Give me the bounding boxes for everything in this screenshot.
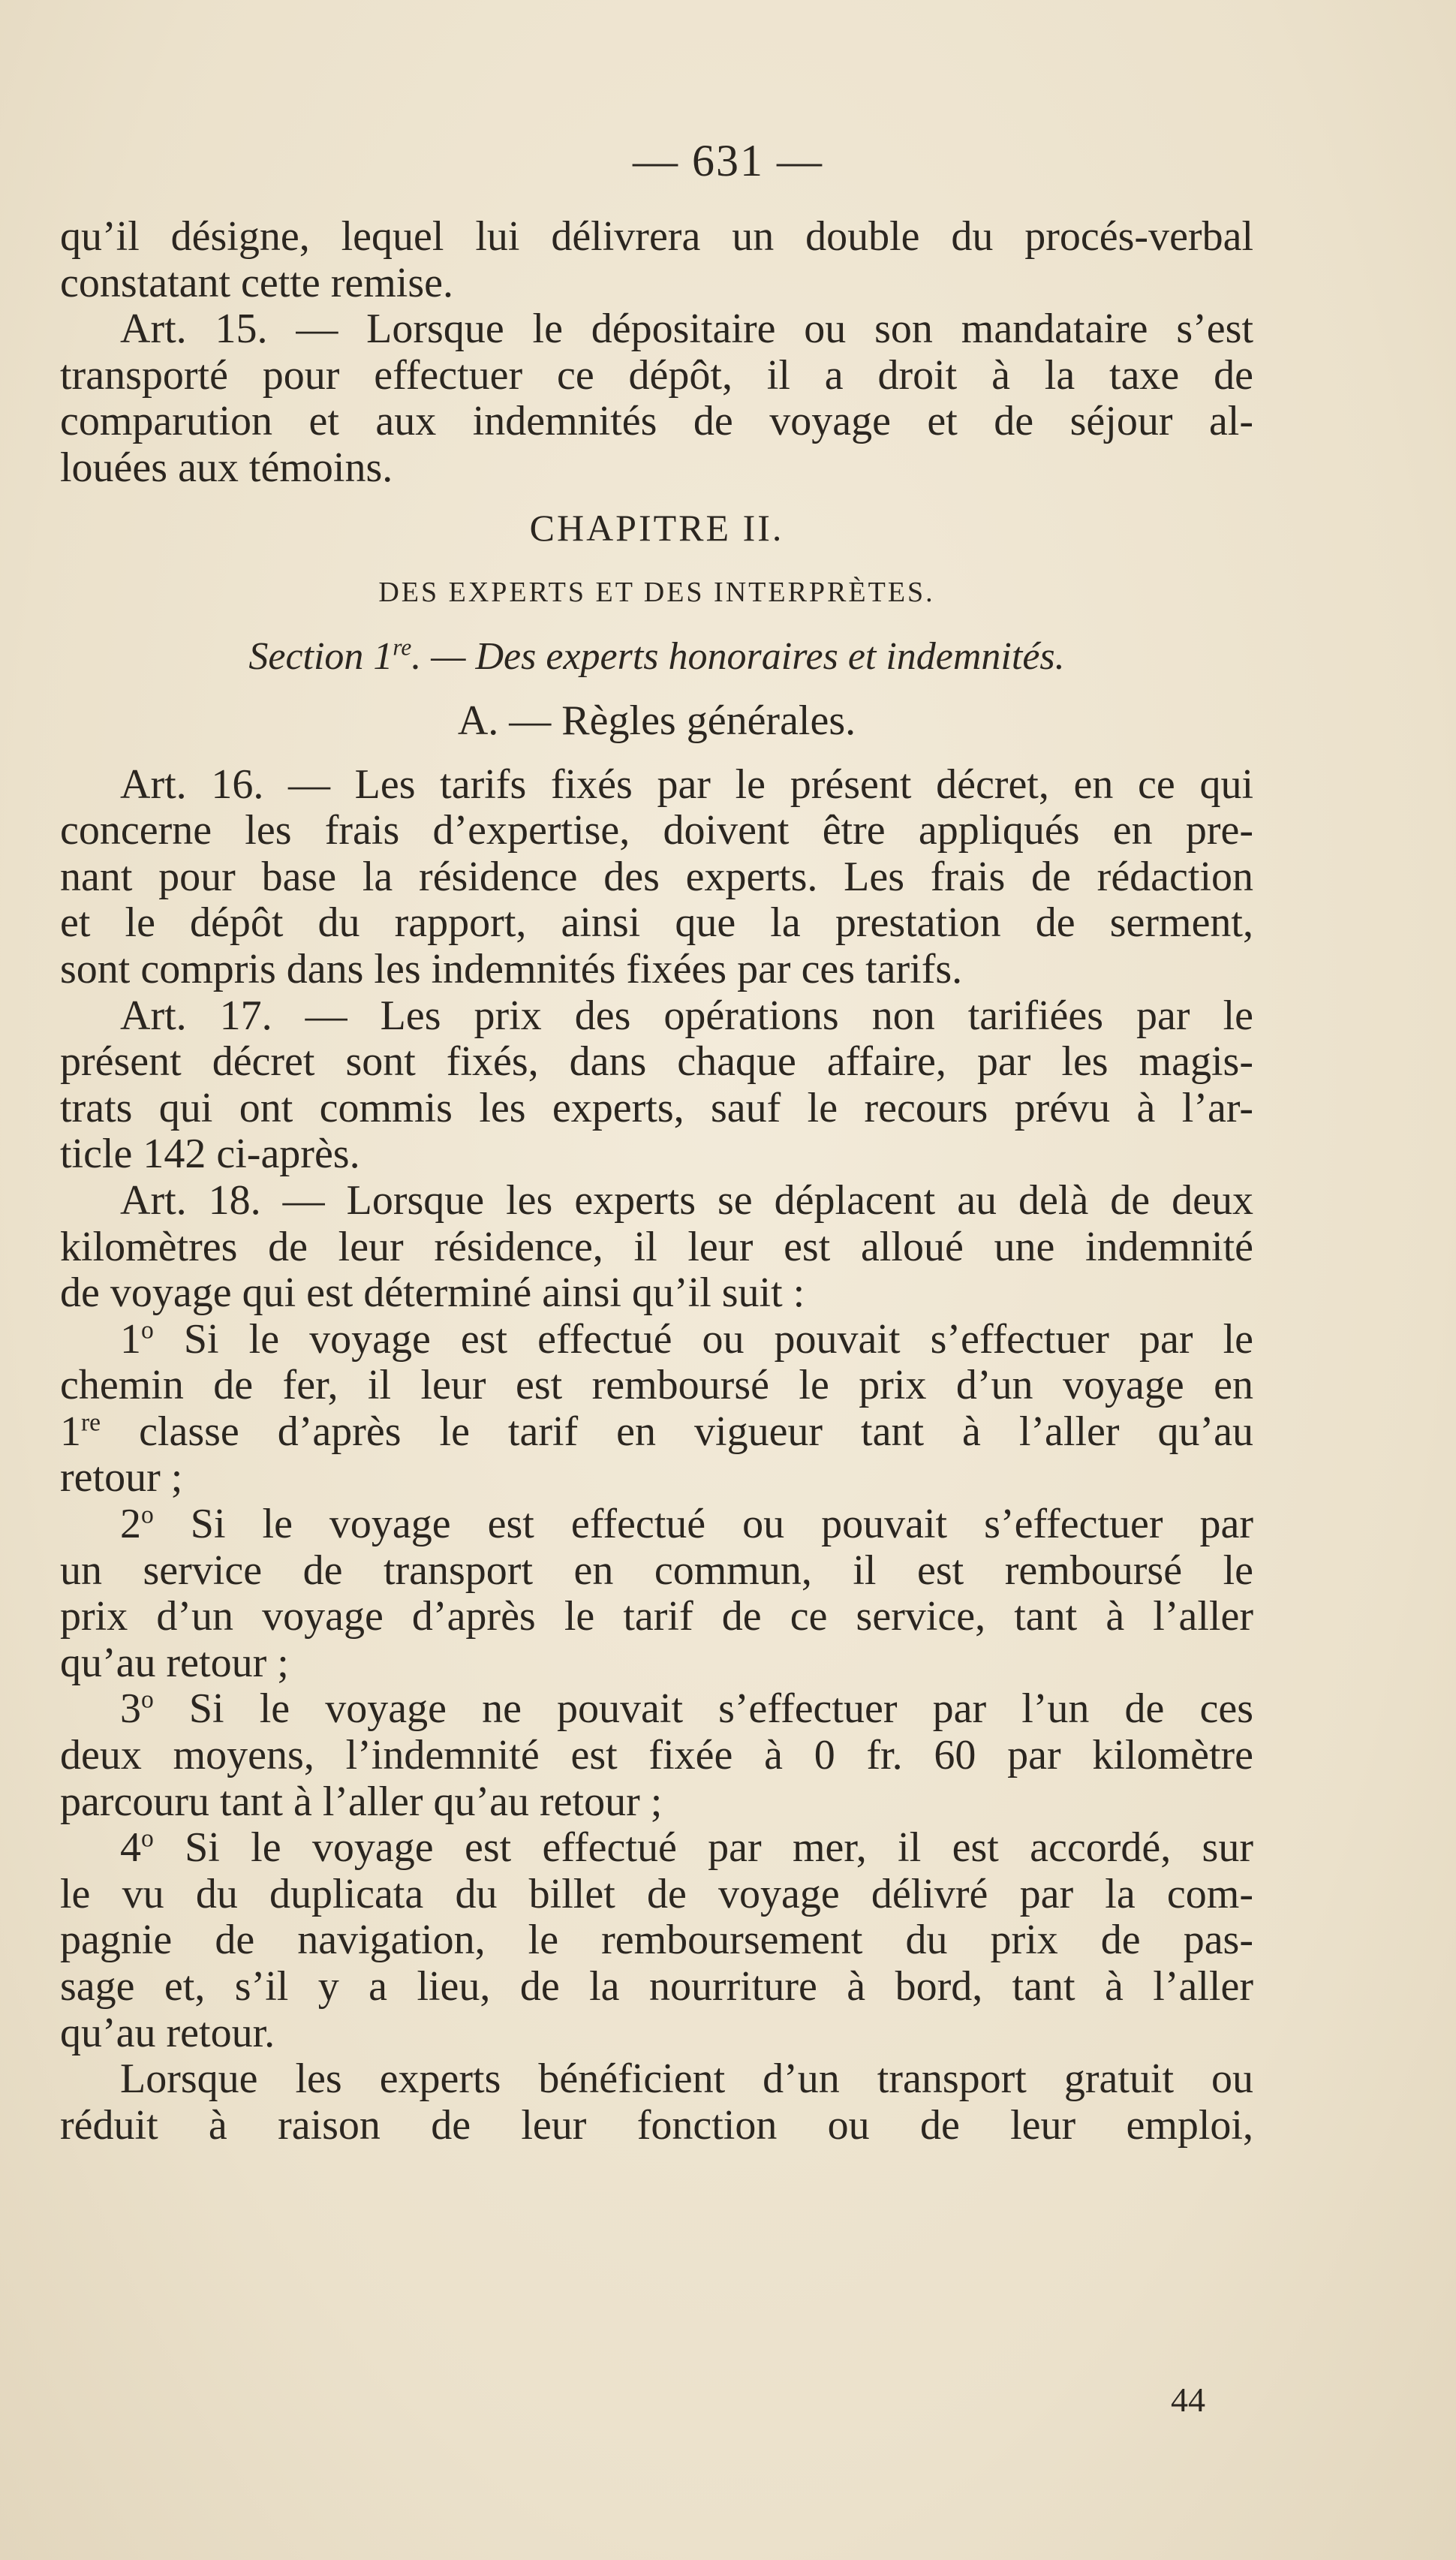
text-line: trats qui ont commis les experts, sauf le recours prévu à l’ar-: [60, 1084, 1253, 1131]
text-line: prix d’un voyage d’après le tarif de ce service, tant à l’aller: [60, 1593, 1253, 1640]
text-line: qu’il désigne, lequel lui délivrera un double du procés-verbal: [60, 213, 1253, 260]
text-line: sage et, s’il y a lieu, de la nourriture à bord, tant à l’aller: [60, 1963, 1253, 2010]
chapter-heading: CHAPITRE II.: [529, 506, 784, 549]
text-line: concerne les frais d’expertise, doivent être appliqués en pre-: [60, 807, 1253, 854]
class-number: 1: [60, 1408, 81, 1455]
text-line: le vu du duplicata du billet de voyage délivré par la com-: [60, 1870, 1253, 1917]
item-number: 4: [120, 1824, 141, 1872]
chapter-title: DES EXPERTS ET DES INTERPRÈTES.: [378, 576, 935, 608]
item-text: Si le voyage est effectué par mer, il est accordé, sur: [153, 1824, 1253, 1872]
item-text: Si le voyage ne pouvait s’effectuer par l’un de ces: [153, 1685, 1253, 1733]
item-number: 3: [120, 1685, 141, 1733]
text-line: Art. 18. — Lorsque les experts se déplacent au delà de deux: [120, 1176, 1253, 1224]
text-line: chemin de fer, il leur est remboursé le prix d’un voyage en: [60, 1362, 1253, 1409]
text-line: [60, 1686, 1253, 1733]
text-line: [60, 1317, 1253, 1363]
text-line: Art. 15. — Lorsque le dépositaire ou son mandataire s’est: [120, 306, 1253, 353]
item-text: Si le voyage est effectué ou pouvait s’effectuer par le: [153, 1315, 1253, 1363]
text-line: et le dépôt du rapport, ainsi que la prestation de serment,: [60, 899, 1253, 947]
item-number: 1: [120, 1315, 141, 1363]
text-line: pagnie de navigation, le remboursement du prix de pas-: [60, 1917, 1253, 1964]
text-line: ticle 142 ci-après.: [60, 1131, 360, 1178]
text-line: deux moyens, l’indemnité est fixée à 0 fr. 60 par kilomètre: [60, 1732, 1253, 1779]
class-number-sup: re: [81, 1408, 101, 1437]
body-text: [60, 214, 1253, 2149]
text-line: qu’au retour ;: [60, 1639, 289, 1686]
text-line: parcouru tant à l’aller qu’au retour ;: [60, 1778, 663, 1825]
signature-mark: 44: [1171, 2381, 1205, 2419]
text-line: comparution et aux indemnités de voyage et de séjour al-: [60, 398, 1253, 445]
text-line: nant pour base la résidence des experts. Les frais de rédaction: [60, 853, 1253, 900]
section-title-rest: . — Des experts honoraires et indemnités.: [411, 634, 1065, 678]
item-number-sup: o: [141, 1824, 154, 1853]
section-title: [60, 625, 1253, 688]
item-text: classe d’après le tarif en vigueur tant à l’aller qu’au: [101, 1408, 1253, 1455]
item-text: Si le voyage est effectué ou pouvait s’effectuer par: [153, 1501, 1253, 1548]
item-number: 2: [120, 1501, 141, 1548]
text-line: transporté pour effectuer ce dépôt, il a droit à la taxe de: [60, 351, 1253, 399]
section-title-sup: re: [393, 634, 412, 661]
text-line: Art. 17. — Les prix des opérations non tarifiées par le: [120, 992, 1253, 1039]
text-line: Lorsque les experts bénéficient d’un transport gratuit ou: [120, 2056, 1253, 2103]
subsection-title: A. — Règles générales.: [457, 697, 856, 744]
section-title-prefix: Section 1: [248, 634, 393, 678]
page-number: — 631 —: [633, 136, 823, 185]
text-line: un service de transport en commun, il est remboursé le: [60, 1547, 1253, 1594]
text-line: [60, 1825, 1253, 1872]
text-line: retour ;: [60, 1454, 183, 1501]
text-line: sont compris dans les indemnités fixées par ces tarifs.: [60, 945, 963, 992]
text-line: louées aux témoins.: [60, 444, 393, 491]
text-line: [60, 1409, 1253, 1456]
item-number-sup: o: [141, 1316, 154, 1345]
text-line: Art. 16. — Les tarifs fixés par le présent décret, en ce qui: [120, 760, 1253, 808]
item-number-sup: o: [141, 1685, 154, 1714]
text-line: réduit à raison de leur fonction ou de leur emploi,: [60, 2101, 1253, 2149]
text-line: de voyage qui est déterminé ainsi qu’il suit :: [60, 1269, 805, 1317]
item-number-sup: o: [141, 1501, 154, 1529]
text-line: constatant cette remise.: [60, 259, 453, 306]
text-line: [60, 1501, 1253, 1548]
text-line: kilomètres de leur résidence, il leur est alloué une indemnité: [60, 1223, 1253, 1270]
text-line: qu’au retour.: [60, 2009, 275, 2056]
text-line: présent décret sont fixés, dans chaque affaire, par les magis-: [60, 1038, 1253, 1086]
